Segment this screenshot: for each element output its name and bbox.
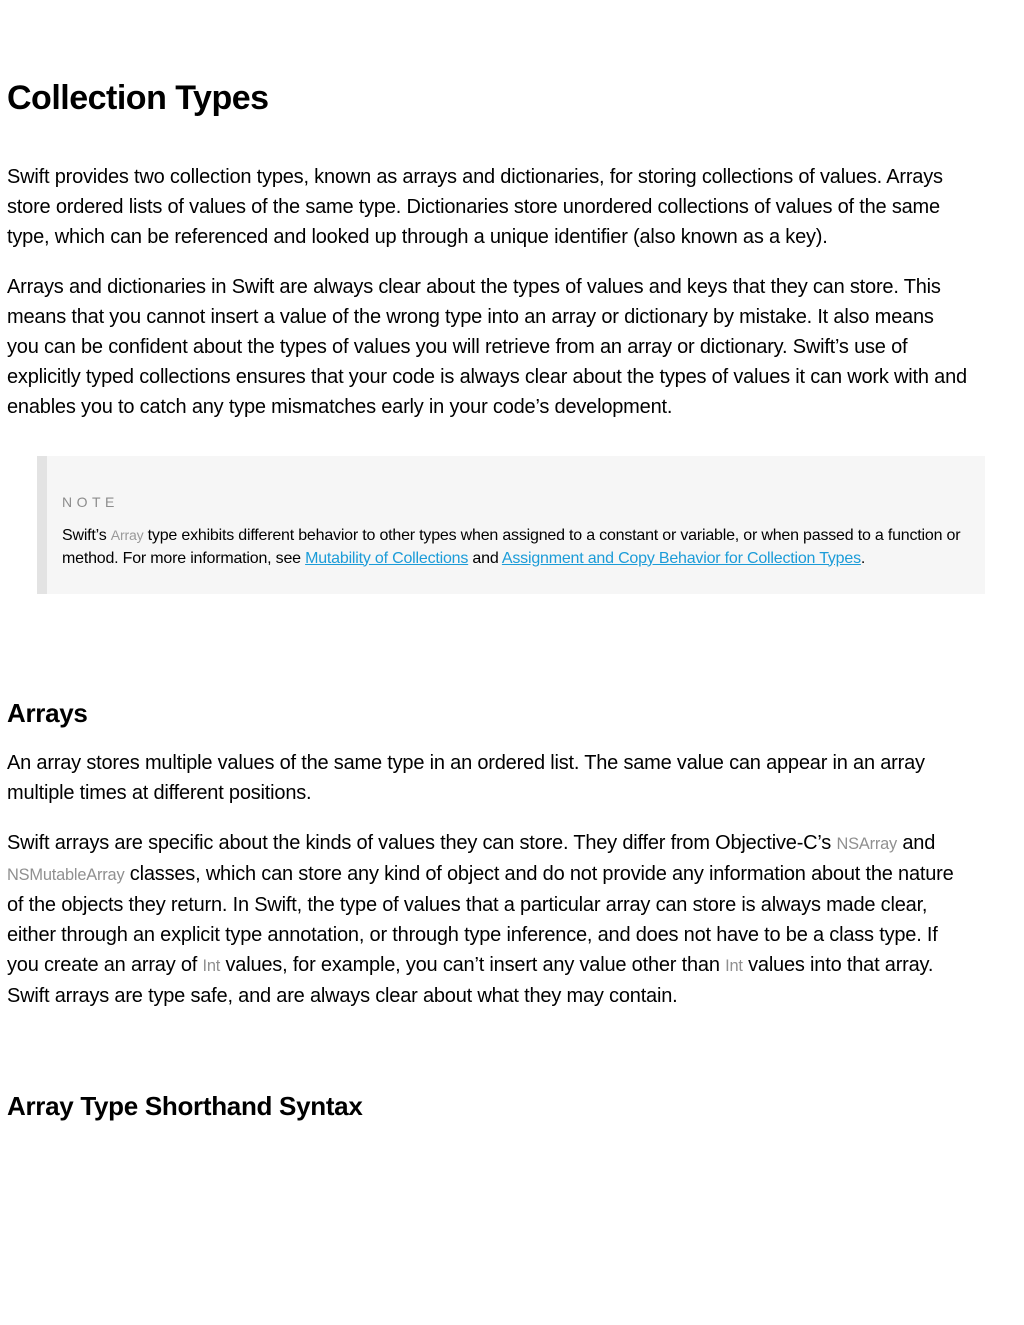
body-text-run: and xyxy=(897,832,936,854)
note-body xyxy=(62,524,962,570)
arrays-paragraph-2 xyxy=(7,828,970,1011)
note-text-run: Swift’s xyxy=(62,527,111,544)
inline-code-nsarray: NSArray xyxy=(836,835,897,853)
body-text-run: values, for example, you can’t insert any value other than xyxy=(220,954,726,976)
body-text-run: Swift arrays are specific about the kinds of values they can store. They differ from Objective-C’s xyxy=(7,832,837,854)
page-title: Collection Types xyxy=(7,79,269,117)
body-text-run: classes, which can store any kind of object and do not provide any information about the nature of the objects they return. In Swift, the type of values that a particular array can store is always made clear, either through an explicit type annotation, or through type inference, and does not have to be a class type. If you create an array of xyxy=(7,863,954,976)
intro-paragraph-2: Arrays and dictionaries in Swift are always clear about the types of values and keys that they can store. This means that you cannot insert a value of the wrong type into an array or dictionary by mistake. It also means you can be confident about the types of values you will retrieve from an array or dictionary. Swift’s use of explicitly typed collections ensures that your code is always clear about the types of values it can work with and enables you to catch any type mismatches early in your code’s development. xyxy=(7,276,967,418)
intro-paragraph-1: Swift provides two collection types, known as arrays and dictionaries, for storing collections of values. Arrays store ordered lists of values of the same type. Dictionaries store unordered collections of values of the same type, which can be referenced and looked up through a unique identifier (also known as a key). xyxy=(7,166,943,248)
arrays-section-heading: Arrays xyxy=(7,698,88,728)
note-text-run: and xyxy=(468,549,502,567)
note-text-run: . xyxy=(860,549,866,567)
inline-code-nsmutablearray: NSMutableArray xyxy=(7,866,125,884)
arrays-paragraph-1: An array stores multiple values of the same type in an ordered list. The same value can appear in an array multiple times at different positions. xyxy=(7,752,925,804)
inline-code-int: Int xyxy=(725,957,743,975)
link-mutability-of-collections[interactable]: Mutability of Collections xyxy=(305,549,469,567)
note-callout xyxy=(37,456,985,594)
inline-code-array: Array xyxy=(110,527,144,543)
link-assignment-and-copy-behavior[interactable]: Assignment and Copy Behavior for Collection Types xyxy=(501,549,861,567)
body-text-run: values into that array. Swift arrays are type safe, and are always clear about what they may contain. xyxy=(7,954,934,1007)
note-label: NOTE xyxy=(62,494,119,510)
array-type-shorthand-syntax-heading: Array Type Shorthand Syntax xyxy=(7,1091,363,1121)
inline-code-int: Int xyxy=(202,957,221,975)
note-text-run: type exhibits different behavior to other types when assigned to a constant or variable, or when passed to a function or method. For more information, see xyxy=(62,527,961,567)
